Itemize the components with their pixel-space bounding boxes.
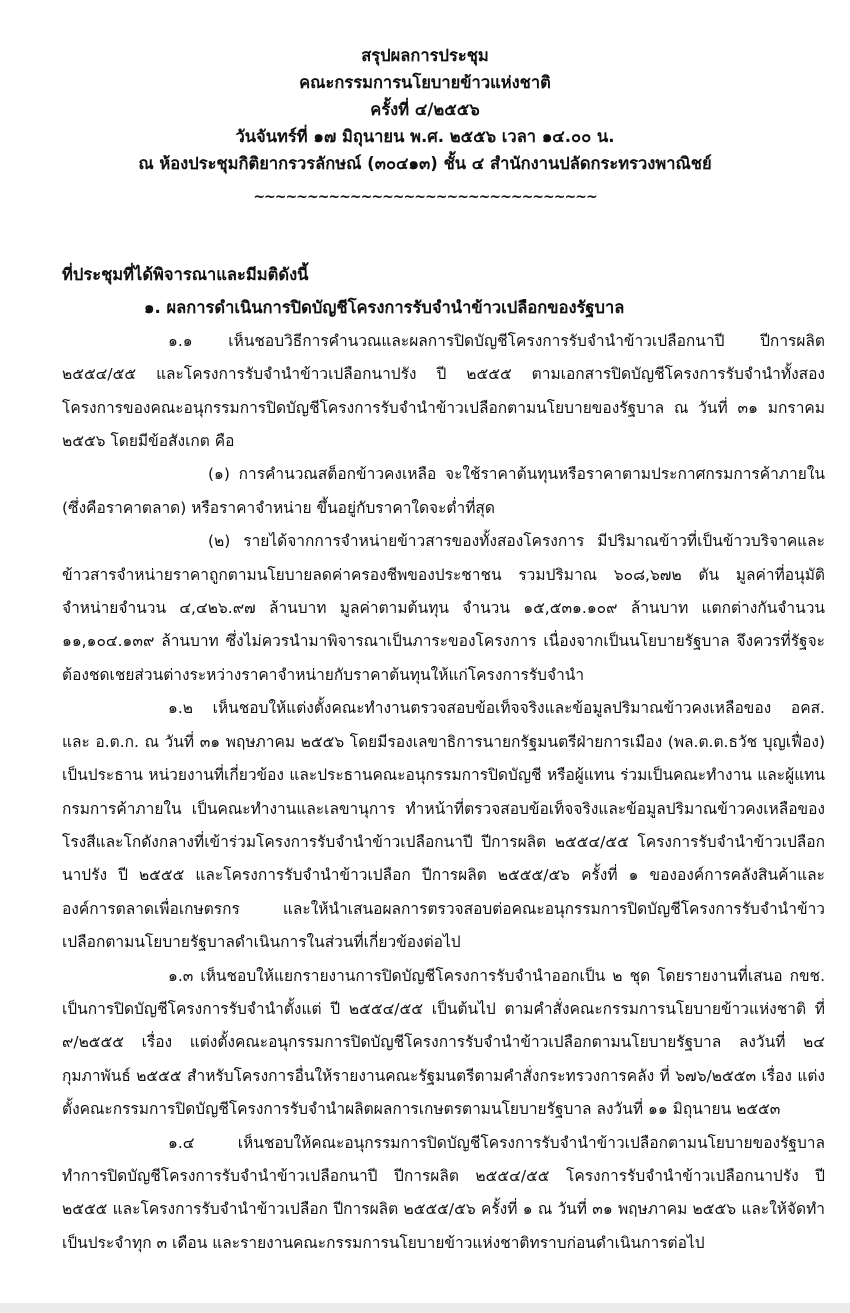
resolution-1-4: ๑.๔ เห็นชอบให้คณะอนุกรรมการปิดบัญชีโครงการรับจำนำข้าวเปลือกตามนโยบายของรัฐบาล ทำการปิดบัญชีโครงการรับจำนำข้าวเปลือกนาปี ปีการผลิต ๒๕๕๔/๕๕ โครงการรับจำนำข้าวเปลือกนาปรัง ปี ๒๕๕๕ และโครงการรับจำนำข้าวเปลือก ปีการผลิต ๒๕๕๕/๕๖ ครั้งที่ ๑ ณ วันที่ ๓๑ พฤษภาคม ๒๕๕๖ และให้จัดทำเป็นประจำทุก ๓ เดือน และรายงานคณะกรรมการนโยบายข้าวแห่งชาติทราบก่อนดำเนินการต่อไป [62, 1133, 825, 1252]
meeting-date: วันจันทร์ที่ ๑๗ มิถุนายน พ.ศ. ๒๕๕๖ เวลา ๑๔.๐๐ น. [235, 127, 615, 146]
resolution-1-1: ๑.๑ เห็นชอบวิธีการคำนวณและผลการปิดบัญชีโครงการรับจำนำข้าวเปลือกนาปี ปีการผลิต ๒๕๕๔/๕๕ และโครงการรับจำนำข้าวเปลือกนาปรัง ปี ๒๕๕๕ ตามเอกสารปิดบัญชีโครงการรับจำนำทั้งสองโครงการของคณะอนุกรรมการปิดบัญชีโครงการรับจำนำข้าวเปลือกตามนโยบายของรัฐบาล ณ วันที่ ๓๑ มกราคม ๒๕๕๖ โดยมีข้อสังเกต คือ [62, 331, 825, 451]
meeting-number: ครั้งที่ ๔/๒๕๕๖ [370, 100, 480, 119]
committee-name: คณะกรรมการนโยบายข้าวแห่งชาติ [299, 73, 551, 92]
document-body [62, 258, 825, 1260]
resolution-1-3: ๑.๓ เห็นชอบให้แยกรายงานการปิดบัญชีโครงการรับจำนำออกเป็น ๒ ชุด โดยรายงานที่เสนอ กขช. เป็นการปิดบัญชีโครงการรับจำนำตั้งแต่ ปี ๒๕๕๔/๕๕ เป็นต้นไป ตามคำสั่งคณะกรรมการนโยบายข้าวแห่งชาติ ที่ ๙/๒๕๕๕ เรื่อง แต่งตั้งคณะอนุกรรมการปิดบัญชีโครงการรับจำนำข้าวเปลือกตามนโยบายรัฐบาล ลงวันที่ ๒๔ กุมภาพันธ์ ๒๕๕๕ สำหรับโครงการอื่นให้รายงานคณะรัฐมนตรีตามคำสั่งกระทรวงการคลัง ที่ ๖๗๖/๒๕๕๓ เรื่อง แต่งตั้งคณะกรรมการปิดบัญชีโครงการรับจำนำผลิตผลการเกษตรตามนโยบายรัฐบาล ลงวันที่ ๑๑ มิถุนายน ๒๕๕๓ [62, 966, 825, 1119]
topic-heading-1: ๑. ผลการดำเนินการปิดบัญชีโครงการรับจำนำข้าวเปลือกของรัฐบาล [144, 298, 625, 318]
page-bottom-edge [0, 1303, 850, 1313]
separator-line: ~~~~~~~~~~~~~~~~~~~~~~~~~~~~~~~~ [253, 189, 597, 205]
resolution-1-2: ๑.๒ เห็นชอบให้แต่งตั้งคณะทำงานตรวจสอบข้อเท็จจริงและข้อมูลปริมาณข้าวคงเหลือของ อคส. และ อ.ต.ก. ณ วันที่ ๓๑ พฤษภาคม ๒๕๕๖ โดยมีรองเลขาธิการนายกรัฐมนตรีฝ่ายการเมือง (พล.ต.ต.ธวัช บุญเฟื่อง) เป็นประธาน หน่วยงานที่เกี่ยวข้อง และประธานคณะอนุกรรมการปิดบัญชี หรือผู้แทน ร่วมเป็นคณะทำงาน และผู้แทนกรมการค้าภายใน เป็นคณะทำงานและเลขานุการ ทำหน้าที่ตรวจสอบข้อเท็จจริงและข้อมูลปริมาณข้าวคงเหลือของโรงสีและโกดังกลางที่เข้าร่วมโครงการรับจำนำข้าวเปลือกนาปี ปีการผลิต ๒๕๕๔/๕๕ โครงการรับจำนำข้าวเปลือกนาปรัง ปี ๒๕๕๕ และโครงการรับจำนำข้าวเปลือก ปีการผลิต ๒๕๕๕/๕๖ ครั้งที่ ๑ ขององค์การคลังสินค้าและองค์การตลาดเพื่อเกษตรกร และให้นำเสนอผลการตรวจสอบต่อคณะอนุกรรมการปิดบัญชีโครงการรับจำนำข้าวเปลือกตามนโยบายรัฐบาลดำเนินการในส่วนที่เกี่ยวข้องต่อไป [62, 699, 825, 952]
document-header [0, 42, 850, 207]
document-title: สรุปผลการประชุม [361, 46, 489, 65]
observation-1: (๑) การคำนวณสต็อกข้าวคงเหลือ จะใช้ราคาต้นทุนหรือราคาตามประกาศกรมการค้าภายใน (ซึ่งคือราคาตลาด) หรือราคาจำหน่าย ขึ้นอยู่กับราคาใดจะต่ำที่สุด [62, 465, 825, 517]
intro-heading: ที่ประชุมที่ได้พิจารณาและมีมติดังนี้ [62, 265, 309, 284]
observation-2: (๒) รายได้จากการจำหน่ายข้าวสารของทั้งสองโครงการ มีปริมาณข้าวที่เป็นข้าวบริจาคและข้าวสารจำหน่ายราคาถูกตามนโยบายลดค่าครองชีพของประชาชน รวมปริมาณ ๖๐๘,๖๗๒ ตัน มูลค่าที่อนุมัติจำหน่ายจำนวน ๔,๔๒๖.๙๗ ล้านบาท มูลค่าตามต้นทุน จำนวน ๑๕,๕๓๑.๑๐๙ ล้านบาท แตกต่างกันจำนวน ๑๑,๑๐๔.๑๓๙ ล้านบาท ซึ่งไม่ควรนำมาพิจารณาเป็นภาระของโครงการ เนื่องจากเป็นนโยบายรัฐบาล จึงควรที่รัฐจะต้องชดเชยส่วนต่างระหว่างราคาจำหน่ายกับราคาต้นทุนให้แก่โครงการรับจำนำ [62, 532, 825, 684]
meeting-location: ณ ห้องประชุมกิติยากรวรลักษณ์ (๓๐๔๑๓) ชั้น ๔ สำนักงานปลัดกระทรวงพาณิชย์ [138, 154, 712, 173]
